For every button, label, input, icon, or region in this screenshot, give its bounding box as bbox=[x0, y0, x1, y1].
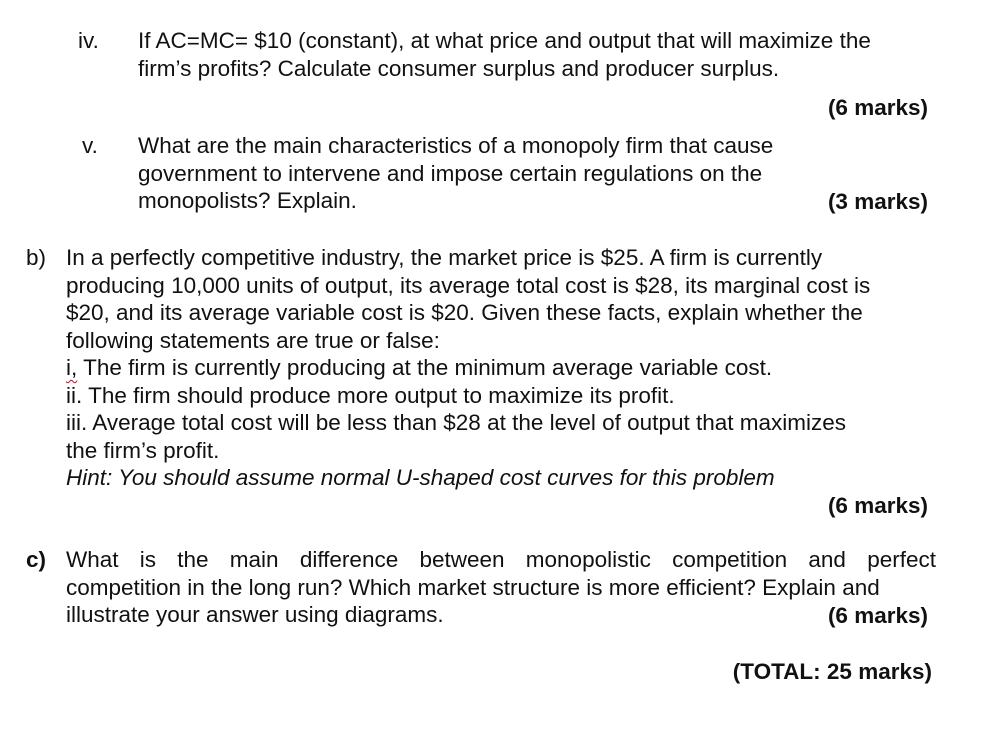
part-c-body bbox=[66, 546, 936, 629]
part-b-line-3: $20, and its average variable cost is $20. Given these facts, explain whether the bbox=[66, 300, 863, 325]
part-c-line-3: illustrate your answer using diagrams. bbox=[66, 602, 444, 627]
statement-iii-line-2: the firm’s profit. bbox=[66, 437, 220, 463]
part-c-marks: (6 marks) bbox=[827, 603, 928, 628]
part-b-label: b) bbox=[26, 245, 47, 270]
statement-i-text: The firm is currently producing at the minimum average variable cost. bbox=[77, 355, 773, 380]
part-c-label: c) bbox=[26, 547, 47, 572]
question-v-number: v. bbox=[82, 133, 98, 158]
statement-iii-line-1: iii. Average total cost will be less than $28 at the level of output that maximizes bbox=[66, 410, 847, 435]
total-marks: (TOTAL: 25 marks) bbox=[732, 659, 932, 684]
question-iv-marks: (6 marks) bbox=[827, 95, 928, 120]
part-c-line-2: competition in the long run? Which market structure is more efficient? Explain and bbox=[66, 574, 880, 600]
hint-text: Hint: You should assume normal U-shaped cost curves for this problem bbox=[66, 465, 775, 490]
question-iv-line-1: If AC=MC= $10 (constant), at what price and output that will maximize the bbox=[138, 28, 871, 53]
part-b-line-2: producing 10,000 units of output, its average total cost is $28, its marginal cost is bbox=[66, 272, 871, 298]
question-iv-line-2: firm’s profits? Calculate consumer surplus and producer surplus. bbox=[138, 55, 780, 81]
part-c-line-1: What is the main difference between monopolistic competition and perfect bbox=[66, 547, 936, 572]
statement-ii: ii. The firm should produce more output to maximize its profit. bbox=[66, 382, 675, 408]
question-v-text bbox=[138, 132, 938, 215]
part-b-line-4: following statements are true or false: bbox=[66, 327, 440, 353]
part-b-body bbox=[66, 244, 936, 492]
question-v-line-1: What are the main characteristics of a monopoly firm that cause bbox=[138, 133, 774, 158]
question-v-line-2: government to intervene and impose certain regulations on the bbox=[138, 160, 763, 186]
statement-i bbox=[66, 354, 936, 382]
statement-i-number: i, bbox=[66, 355, 78, 380]
question-iv-number: iv. bbox=[78, 28, 99, 53]
part-b-line-1: In a perfectly competitive industry, the market price is $25. A firm is currently bbox=[66, 245, 823, 270]
question-v-marks: (3 marks) bbox=[827, 189, 928, 214]
question-v-line-3: monopolists? Explain. bbox=[138, 188, 357, 213]
question-iv-text bbox=[138, 27, 938, 82]
part-b-marks: (6 marks) bbox=[827, 493, 928, 518]
